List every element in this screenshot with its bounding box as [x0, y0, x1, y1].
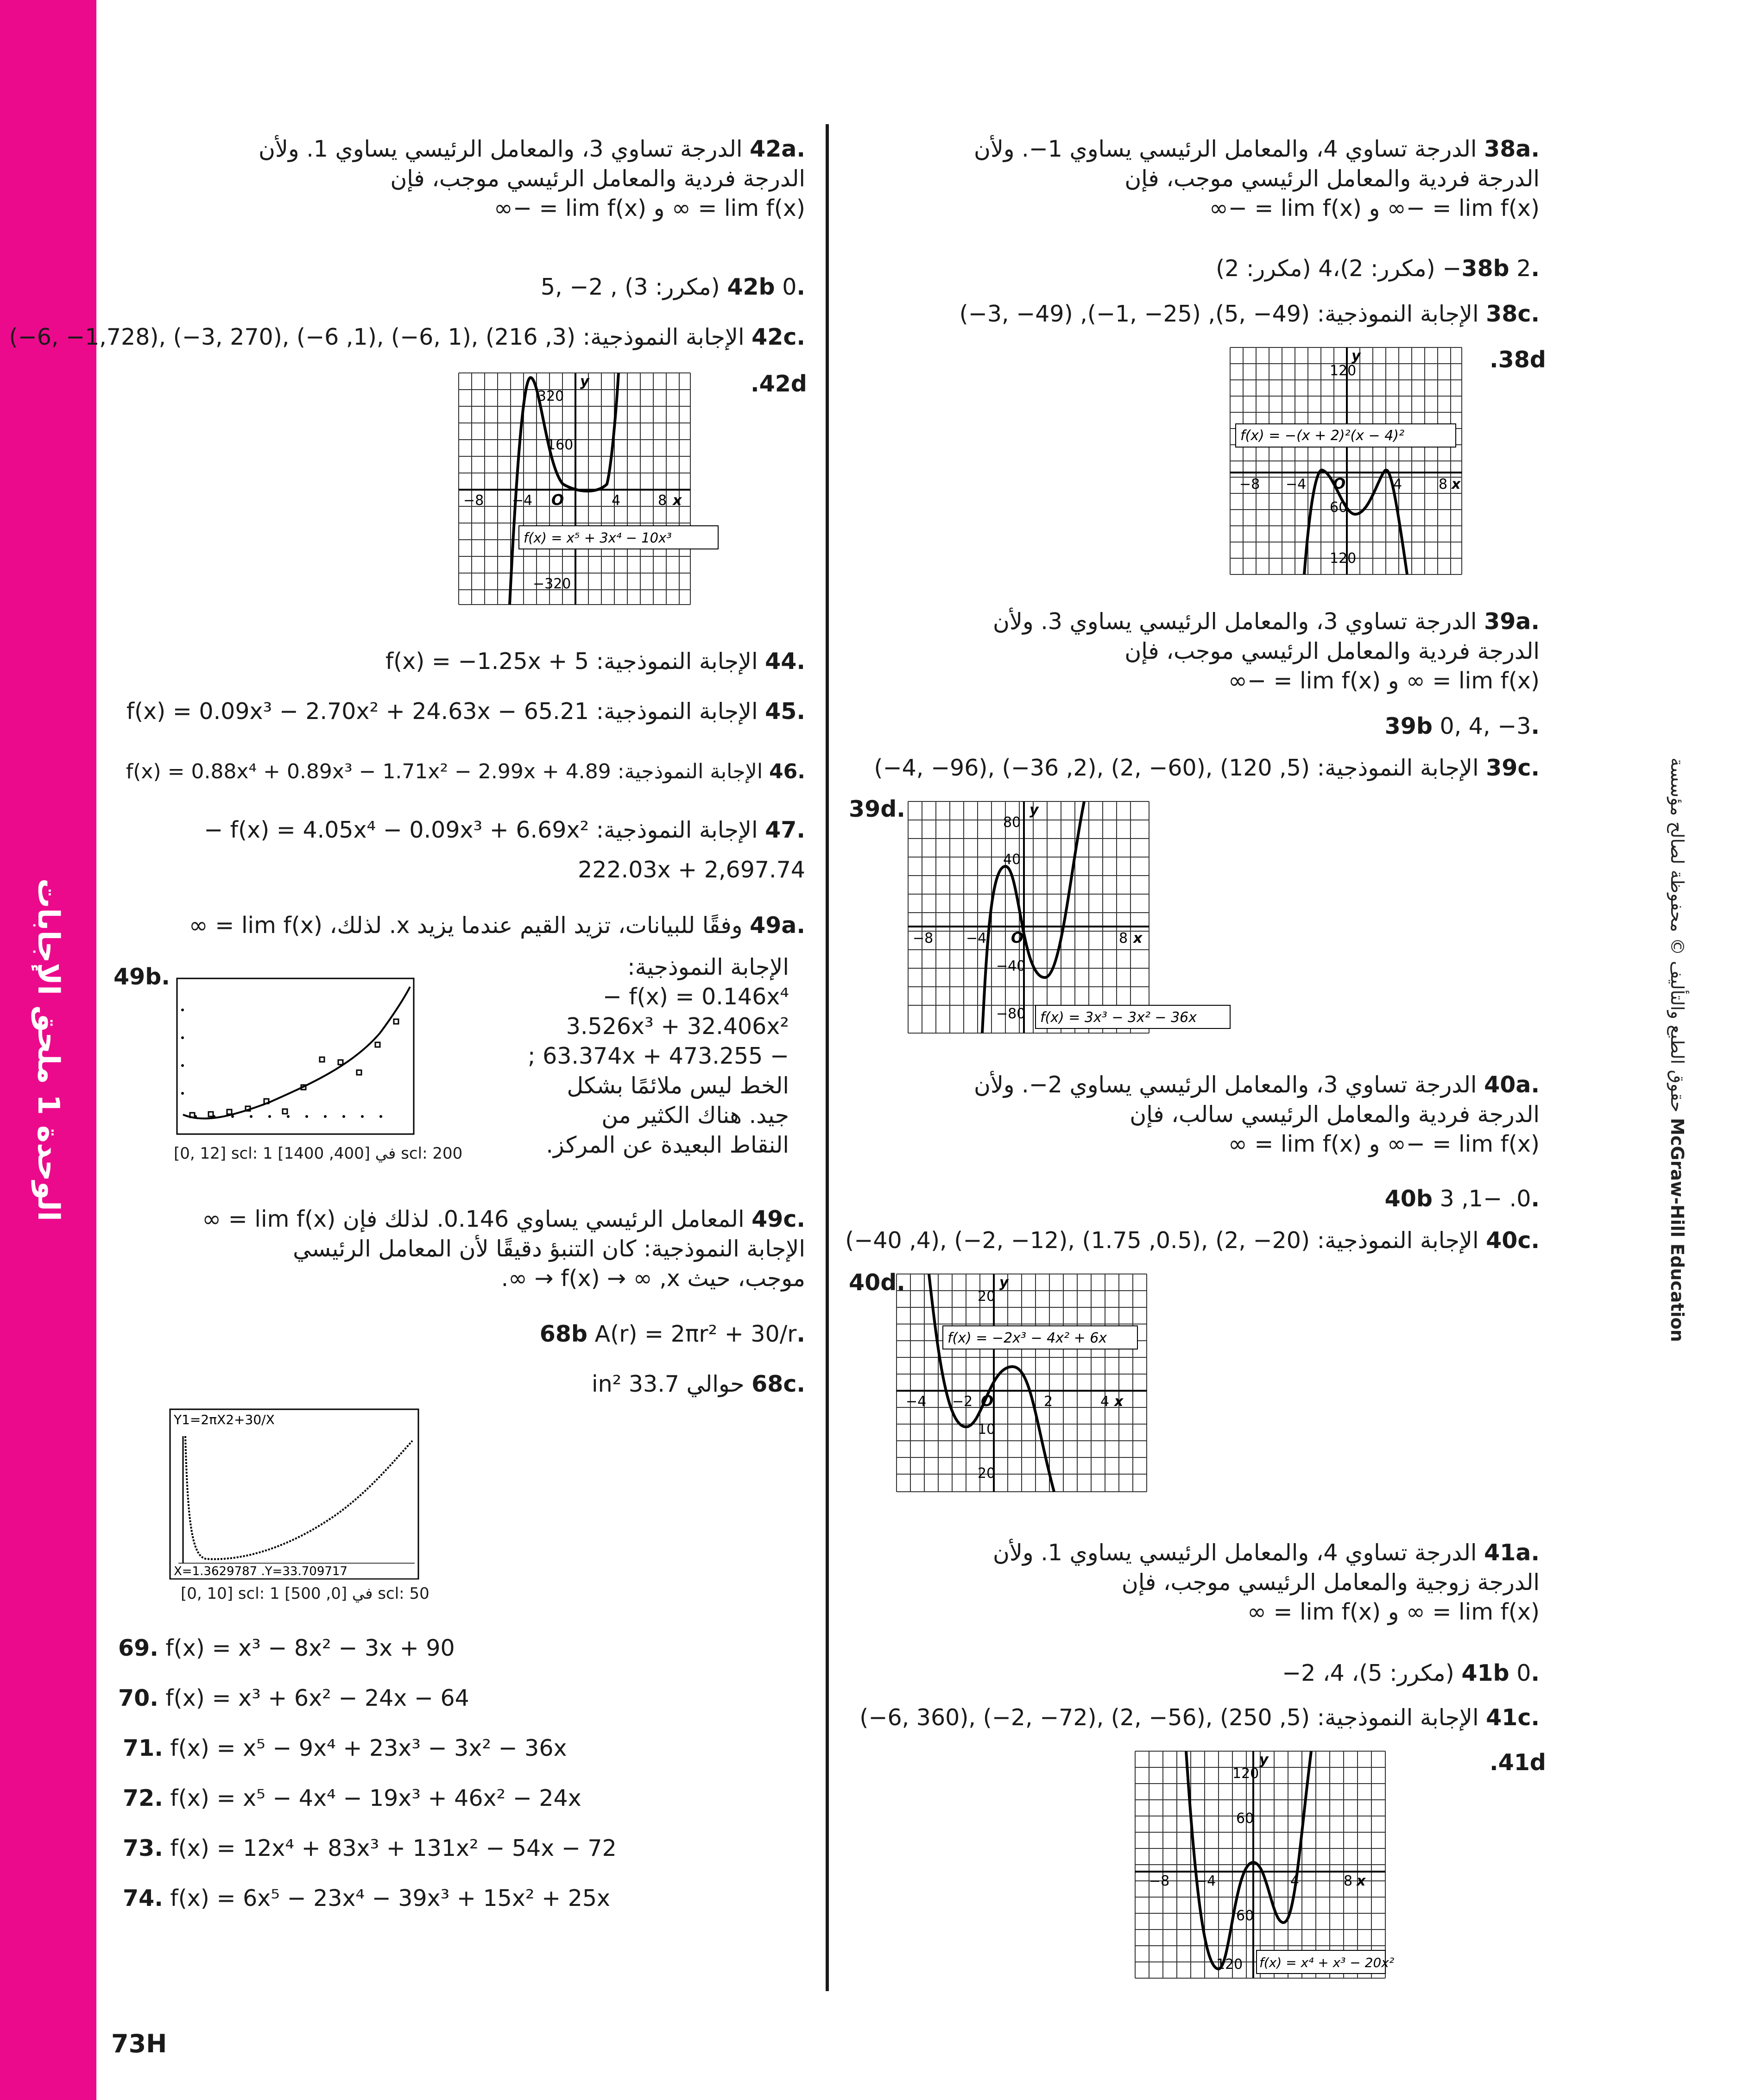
tick-label: 4 — [612, 492, 621, 509]
answer-line: lim f(x) = ∞ و lim f(x) = −∞ — [494, 195, 805, 221]
item-number: .45 — [765, 698, 805, 725]
answer-text: f(x) = 6x⁵ − 23x⁴ − 39x³ + 15x² + 25x — [170, 1885, 611, 1911]
tick-label: 20 — [978, 1288, 996, 1305]
tick-label: 8 — [1119, 930, 1128, 946]
answer-text: 2− (مكرر: 2)،4 (مكرر: 2) — [1216, 255, 1531, 282]
item-number: .42b — [727, 274, 805, 300]
tick-label: −8 — [463, 492, 484, 509]
answer-line: lim f(x) = ∞ و lim f(x) = ∞ — [1247, 1599, 1540, 1625]
answer-line: lim f(x) = −∞ و lim f(x) = ∞ — [1228, 1131, 1540, 1157]
tick-label: 120 — [1330, 550, 1357, 567]
tick-label: 10 — [978, 1421, 996, 1438]
answer-line: النقاط البعيدة عن المركز. — [546, 1132, 789, 1158]
tick-label: 120 — [1330, 363, 1357, 379]
item-number: 73. — [123, 1835, 163, 1861]
item-number: .41c — [1486, 1704, 1540, 1731]
tick-label: −4 — [512, 492, 533, 509]
answer-text: 0, 4, −3 — [1440, 713, 1531, 739]
answer-line: الدرجة فردية والمعامل الرئيسي موجب، فإن — [390, 165, 805, 192]
answer-line: جيد. هناك الكثير من — [601, 1102, 789, 1129]
answer-text: وفقًا للبيانات، تزيد القيم عندما يزيد x. لذلك، lim f(x) = ∞ — [189, 912, 743, 939]
answer-74 — [123, 1884, 610, 1913]
answer-line: الدرجة تساوي 3، والمعامل الرئيسي يساوي 1. ولأن — [259, 136, 743, 162]
item-number: .46 — [769, 760, 805, 783]
item-number: .39b — [1384, 713, 1540, 739]
answer-line: الإجابة النموذجية: كان التنبؤ دقيقًا لأن المعامل الرئيسي — [293, 1236, 805, 1262]
answer-text: f(x) = x⁵ − 9x⁴ + 23x³ − 3x² − 36x — [170, 1735, 567, 1761]
tick-label: 8 — [658, 492, 667, 509]
page-number: 73H — [111, 2029, 167, 2058]
answer-38b — [882, 254, 1540, 284]
tick-label: 80 — [1003, 814, 1021, 831]
tick-label: 60 — [1236, 1810, 1254, 1827]
answer-45 — [110, 697, 805, 726]
tick-label: −320 — [533, 576, 571, 592]
answer-text: 0 (مكرر: 3) , 2− ,5 — [540, 274, 797, 300]
item-number: .38b — [1461, 255, 1540, 282]
answer-text: f(x) = x³ − 8x² − 3x + 90 — [165, 1635, 455, 1661]
answer-line: 222.03x + 2,697.74 — [578, 857, 805, 883]
answer-line: f(x) = 0.146x⁴ − — [602, 984, 789, 1010]
answer-41b — [882, 1659, 1540, 1688]
graph-42d — [459, 373, 690, 605]
publisher-name: McGraw-Hill Education — [1667, 1118, 1687, 1342]
answer-text: الإجابة النموذجية: (20− ,2) ,(0.5, 1.75) ,(12− ,2−) ,(4, 40−) — [845, 1227, 1479, 1254]
tick-label: 4 — [1393, 476, 1402, 492]
equation-label: f(x) = −2x³ − 4x² + 6x — [947, 1330, 1107, 1346]
calc-readout: X=1.3629787 .Y=33.709717 — [174, 1564, 347, 1578]
grid — [1135, 1751, 1385, 1978]
answer-39b — [882, 712, 1540, 741]
axis-label: x — [1452, 476, 1461, 492]
tick-label: −40 — [996, 958, 1026, 974]
answer-text: الإجابة النموذجية: (49− ,5), (25− ,1−), (49− ,3−) — [959, 301, 1479, 327]
answer-line: الإجابة النموذجية: — [627, 954, 789, 980]
graph-41d — [1135, 1751, 1395, 1978]
tick-label: −4 — [1286, 476, 1307, 492]
rights-text: حقوق الطبع والتأليف © محفوظة لصالح مؤسسة — [1667, 757, 1687, 1113]
tick-label: 20 — [978, 1465, 996, 1482]
graph-39d — [908, 801, 1197, 1033]
axis-label: x — [1114, 1394, 1124, 1410]
origin-label: O — [1333, 475, 1346, 492]
tick-label: −8 — [1149, 1873, 1170, 1889]
answer-49c — [110, 1205, 805, 1293]
answer-line: المعامل الرئيسي يساوي 0.146. لذلك فإن lim f(x) = ∞ — [202, 1206, 745, 1232]
publisher-margin — [1667, 757, 1687, 1342]
grid — [908, 801, 1149, 1033]
answer-text: f(x) = x⁵ − 4x⁴ − 19x³ + 46x² − 24x — [170, 1785, 581, 1811]
tick-label: 8 — [1344, 1873, 1353, 1889]
tick-label: −4 — [966, 930, 987, 946]
tick-label: 120 — [1232, 1766, 1259, 1782]
item-number: .49c — [752, 1206, 805, 1232]
answer-text: الإجابة النموذجية: (3, 216) ,(1 ,6−) ,(1, 6−) ,(270 ,3−) ,(1,728− ,6−) — [9, 324, 745, 350]
tick-label: −80 — [996, 1006, 1026, 1022]
calculator-screen-68 — [169, 1408, 419, 1580]
answer-40b — [882, 1184, 1540, 1214]
graph-38d — [1230, 347, 1462, 574]
item-number: 74. — [123, 1885, 163, 1911]
tick-label: 160 — [547, 437, 574, 453]
item-number: .44 — [765, 648, 805, 675]
item-number-40d: 40d. — [849, 1269, 905, 1296]
axis-label: y — [580, 373, 589, 390]
answer-text: الإجابة النموذجية: (5, 250) ,(56− ,2) ,(72− ,2−) ,(360 ,6−) — [859, 1704, 1479, 1731]
answer-text: الإجابة النموذجية: f(x) = 0.09x³ − 2.70x² + 24.63x − 65.21 — [126, 698, 758, 725]
axis-label: y — [1029, 802, 1039, 818]
sidebar-title: الوحدة 1 ملحق الإجابات — [31, 878, 65, 1222]
calc-caption: [0, 10] scl: 1 في [0, 500] scl: 50 — [181, 1584, 429, 1603]
tick-label: 320 — [537, 388, 564, 404]
origin-label: O — [981, 1392, 994, 1410]
answer-42c — [9, 322, 805, 352]
axis-label: x — [1357, 1873, 1366, 1889]
item-number: .39a — [1484, 608, 1540, 635]
item-number: .41b — [1461, 1660, 1540, 1686]
answer-41c — [859, 1703, 1540, 1733]
answer-41a — [882, 1538, 1540, 1627]
answer-38c — [882, 299, 1540, 329]
axis-label: y — [1259, 1752, 1269, 1768]
answer-73 — [123, 1834, 617, 1863]
scatter-caption: [0, 12] scl: 1 في [400, 1400] scl: 200 — [174, 1144, 463, 1163]
answer-49a — [110, 911, 805, 940]
item-number: .38c — [1486, 301, 1540, 327]
axis-label: y — [999, 1274, 1009, 1291]
answer-69 — [118, 1633, 455, 1663]
sidebar — [0, 0, 96, 2100]
tick-label: −8 — [1239, 476, 1260, 492]
equation-label: f(x) = 3x³ − 3x² − 36x — [1040, 1009, 1197, 1026]
answer-line: − 63.374x + 473.255 ; — [527, 1043, 789, 1069]
item-number: 70. — [118, 1685, 158, 1711]
answer-text: حوالي 33.7 in² — [591, 1371, 745, 1397]
answer-text: f(x) = 12x⁴ + 83x³ + 131x² − 54x − 72 — [170, 1835, 617, 1861]
answer-40c — [845, 1226, 1540, 1255]
screen-frame — [170, 1409, 418, 1579]
equation-label: f(x) = x⁵ + 3x⁴ − 10x³ — [524, 530, 672, 546]
answer-68b — [110, 1319, 805, 1349]
item-number: .49a — [750, 912, 805, 939]
column-divider — [826, 124, 829, 1991]
answer-line: الدرجة زوجية والمعامل الرئيسي موجب، فإن — [1121, 1569, 1540, 1595]
answer-71 — [123, 1734, 567, 1763]
answer-70 — [118, 1684, 469, 1713]
answer-line: الدرجة تساوي 3، والمعامل الرئيسي يساوي 3. ولأن — [993, 608, 1477, 635]
answer-42a — [110, 134, 805, 223]
plot-frame — [177, 978, 414, 1134]
answer-text: f(x) = x³ + 6x² − 24x − 64 — [165, 1685, 469, 1711]
item-number-41d: .41d — [1490, 1749, 1546, 1776]
equation-label: f(x) = −(x + 2)²(x − 4)² — [1240, 428, 1405, 444]
item-number: .68c — [752, 1371, 805, 1397]
tick-label: −4 — [1195, 1873, 1216, 1889]
item-number: .42c — [752, 324, 805, 350]
origin-label: O — [1011, 929, 1024, 946]
answer-47 — [110, 815, 805, 885]
answer-text: 3 ,1− .0 — [1440, 1186, 1531, 1212]
answer-line: lim f(x) = ∞ و lim f(x) = −∞ — [1228, 668, 1540, 694]
item-number-38d: .38d — [1490, 347, 1546, 373]
tick-label: −2 — [952, 1394, 973, 1410]
axis-label: x — [673, 492, 682, 509]
tick-label: 60 — [1330, 499, 1348, 516]
axis-label: x — [1133, 930, 1143, 946]
item-number: .41a — [1484, 1539, 1540, 1566]
item-number: .38a — [1484, 136, 1540, 162]
answer-42b — [110, 272, 805, 302]
answer-line: الخط ليس ملائمًا بشكل — [567, 1072, 789, 1099]
item-number-42d: .42d — [751, 371, 807, 397]
item-number: 71. — [123, 1735, 163, 1761]
item-number: 72. — [123, 1785, 163, 1811]
answer-line: lim f(x) = −∞ و lim f(x) = −∞ — [1209, 195, 1540, 221]
answer-49b — [511, 952, 789, 1160]
answer-line: الدرجة تساوي 4، والمعامل الرئيسي يساوي 1−. ولأن — [973, 136, 1477, 162]
tick-label: 120 — [1216, 1956, 1243, 1973]
item-number-49b: 49b. — [114, 964, 170, 990]
answer-text: A(r) = 2πr² + 30/r — [594, 1321, 797, 1347]
item-number: .47 — [765, 817, 805, 843]
answer-line: الدرجة تساوي 4، والمعامل الرئيسي يساوي 1. ولأن — [993, 1539, 1477, 1566]
tick-label: 40 — [1003, 851, 1021, 868]
answer-46 — [110, 757, 805, 787]
answer-40a — [882, 1070, 1540, 1159]
item-number: .40c — [1486, 1227, 1540, 1254]
graph-40d — [897, 1274, 1147, 1492]
axis-label: y — [1351, 348, 1361, 364]
answer-line: 3.526x³ + 32.406x² — [566, 1013, 789, 1040]
answer-39c — [874, 753, 1540, 783]
answer-line: الإجابة النموذجية: f(x) = 4.05x⁴ − 0.09x³ + 6.69x² − — [204, 817, 758, 843]
tick-label: 8 — [1439, 476, 1448, 492]
item-number: .40a — [1484, 1072, 1540, 1098]
answer-text: 0 (مكرر: 5)، 4، 2− — [1282, 1660, 1531, 1686]
answer-44 — [110, 647, 805, 676]
answer-line: الدرجة فردية والمعامل الرئيسي موجب، فإن — [1124, 165, 1540, 192]
answer-text: الإجابة النموذجية: (5, 120) ,(60− ,2) ,(2, 36−) ,(96− ,4−) — [874, 755, 1479, 781]
answer-72 — [123, 1784, 581, 1813]
answer-39a — [882, 607, 1540, 696]
scatter-plot-49b — [176, 977, 415, 1135]
item-number: 69. — [118, 1635, 158, 1661]
tick-label: −4 — [906, 1394, 927, 1410]
answer-text: الإجابة النموذجية: f(x) = 0.88x⁴ + 0.89x³ − 1.71x² − 2.99x + 4.89 — [126, 760, 763, 783]
tick-label: 2 — [1044, 1394, 1053, 1410]
tick-label: 60 — [1236, 1908, 1254, 1924]
item-number: .40b — [1384, 1186, 1540, 1212]
answer-line: موجب، حيث f(x) → ∞ ,x → ∞. — [501, 1265, 805, 1292]
origin-label: O — [551, 491, 564, 509]
item-number: .42a — [750, 136, 805, 162]
tick-label: 4 — [1290, 1873, 1300, 1889]
answer-line: الدرجة تساوي 3، والمعامل الرئيسي يساوي 2−. ولأن — [973, 1072, 1477, 1098]
tick-label: −8 — [913, 930, 934, 946]
answer-line: الدرجة فردية والمعامل الرئيسي موجب، فإن — [1124, 638, 1540, 664]
answer-38a — [882, 134, 1540, 223]
calc-title: Y1=2πX2+30/X — [174, 1412, 275, 1427]
answer-line: الدرجة فردية والمعامل الرئيسي سالب، فإن — [1130, 1101, 1540, 1128]
item-number-39d: 39d. — [849, 796, 905, 822]
item-number: .68b — [539, 1321, 805, 1347]
answer-text: الإجابة النموذجية: f(x) = −1.25x + 5 — [385, 648, 758, 675]
equation-label: f(x) = x⁴ + x³ − 20x² — [1259, 1955, 1395, 1970]
answer-68c — [110, 1369, 805, 1399]
item-number: .39c — [1486, 755, 1540, 781]
tick-label: 4 — [1100, 1394, 1110, 1410]
